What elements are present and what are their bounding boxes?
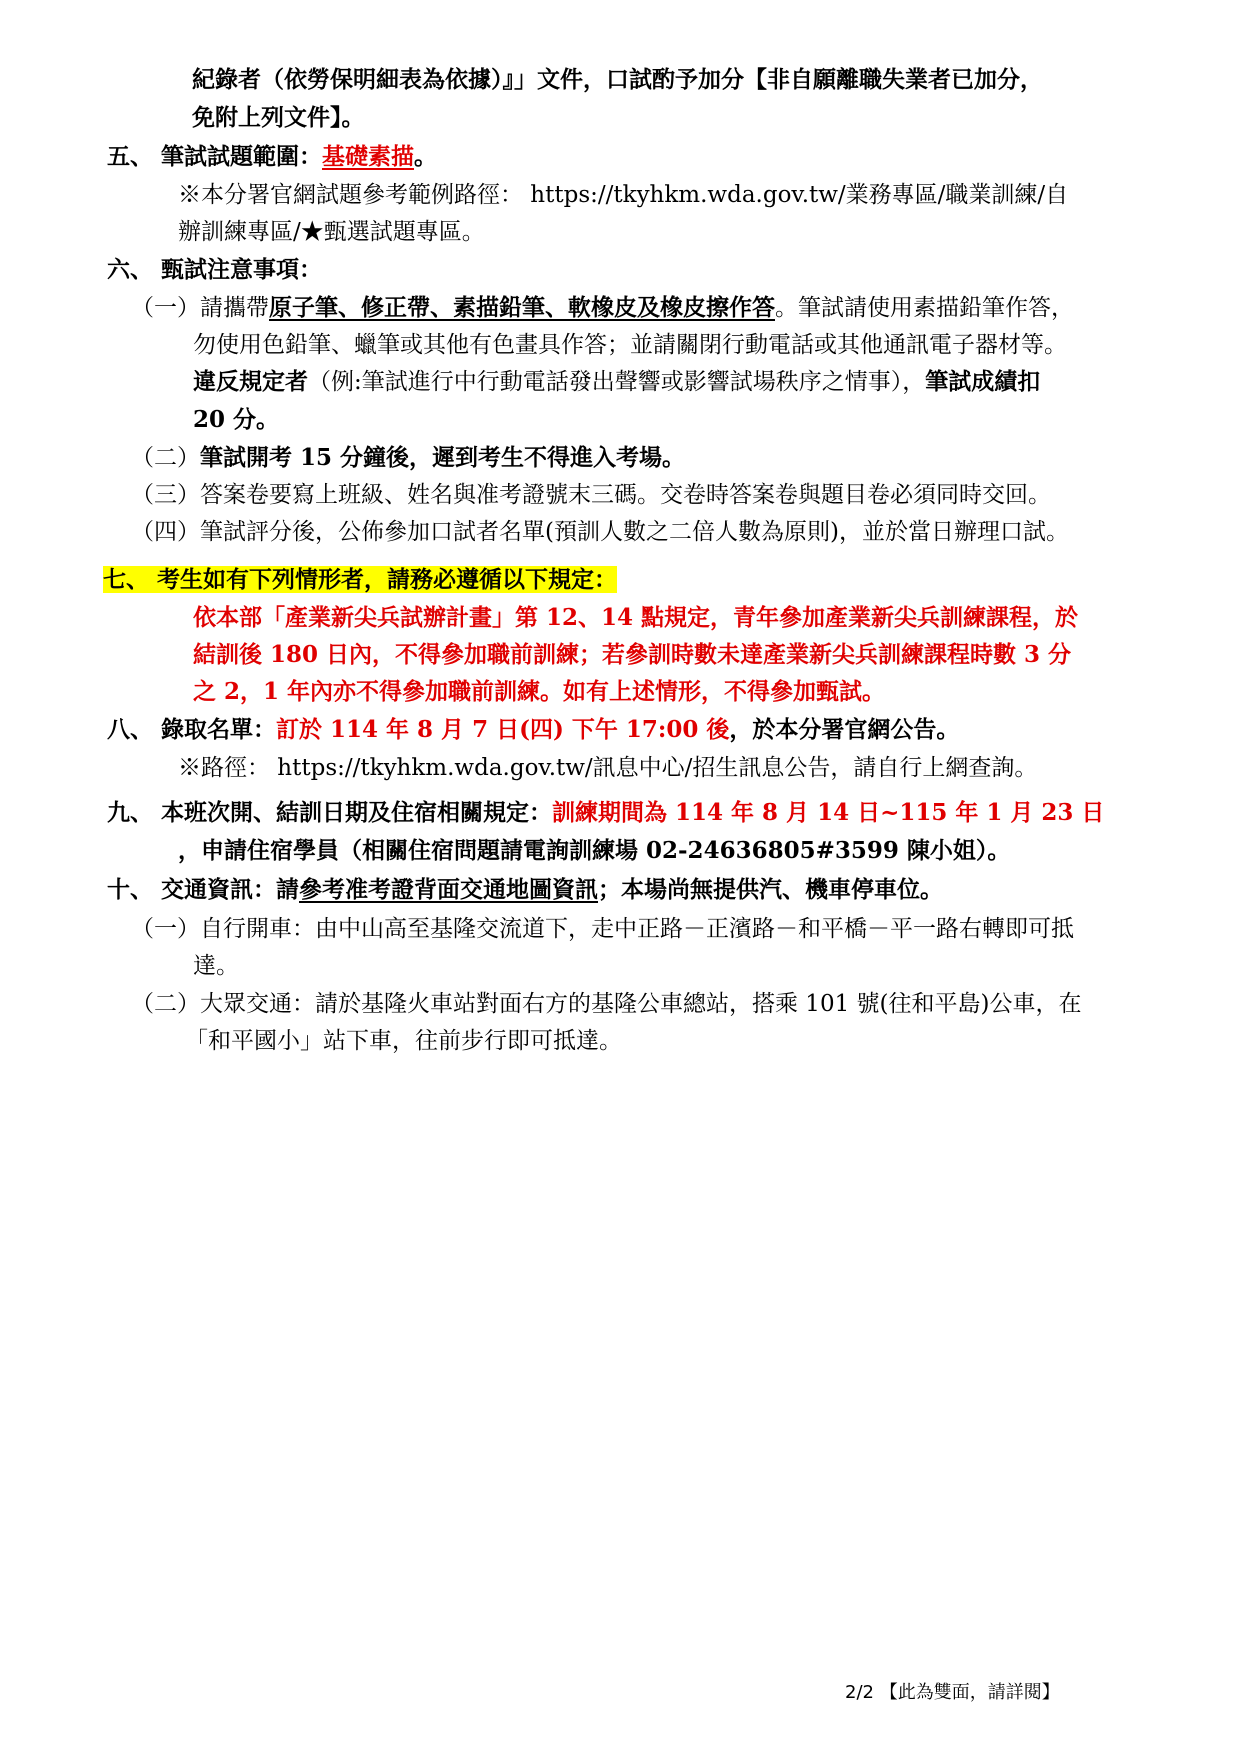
section-6-item-1 (131, 290, 1074, 326)
item-text: 自行開車：由中山高至基隆交流道下，走中正路－正濱路－和平橋－平一路右轉即可抵 (200, 916, 1074, 942)
item-text: 大眾交通：請於基隆火車站對面右方的基隆公車總站，搭乘 101 號(往和平島)公車，在 (200, 991, 1082, 1017)
section-5-note-line2: 辦訓練專區/★甄選試題專區。 (178, 219, 485, 245)
announcement-date: 訂於 114 年 8 月 7 日(四) 下午 17:00 後 (276, 716, 730, 743)
section-9-number: 九、 (107, 799, 153, 826)
section-10-item-2-line2: 「和平國小」站下車，往前步行即可抵達。 (185, 1028, 622, 1054)
section-10-item-1-line2: 達。 (193, 953, 239, 979)
section-5-title: 筆試試題範圍： (161, 143, 323, 170)
section-6-number: 六、 (107, 256, 153, 283)
section-6-heading (107, 252, 322, 288)
section-6-item-1-line3 (193, 364, 1040, 400)
item-label: （一） (131, 295, 200, 321)
section-7-line3: 之 2，1 年內亦不得參加職前訓練。如有上述情形，不得參加甄試。 (193, 678, 886, 705)
section-7-heading (103, 562, 617, 598)
item-text: 答案卷要寫上班級、姓名與准考證號末三碼。交卷時答案卷與題目卷必須同時交回。 (200, 482, 1051, 508)
item-text: 。筆試請使用素描鉛筆作答， (775, 295, 1074, 321)
section-6-title: 甄試注意事項： (161, 256, 323, 283)
section-10-heading (107, 872, 943, 908)
section-9-title: 本班次開、結訓日期及住宿相關規定： (161, 799, 553, 826)
section-10-number: 十、 (107, 876, 153, 903)
section-6-item-4 (131, 514, 1069, 550)
traffic-map-reference: 參考准考證背面交通地圖資訊 (299, 876, 599, 903)
section-5-note-line1: ※本分署官網試題參考範例路徑： https://tkyhkm.wda.gov.tw/業務專區/職業訓練/自 (178, 182, 1069, 208)
item-label: （一） (131, 916, 200, 942)
section-6-item-1-line4: 20 分。 (193, 406, 280, 433)
section-6-item-3 (131, 477, 1051, 513)
item-text: 請攜帶 (200, 295, 269, 321)
section-6-item-1-line2: 勿使用色鉛筆、蠟筆或其他有色畫具作答；並請關閉行動電話或其他通訊電子器材等。 (193, 332, 1067, 358)
section-7-line2: 結訓後 180 日內，不得參加職前訓練；若參訓時數未達產業新尖兵訓練課程時數 3 分 (193, 641, 1072, 668)
section-5-number: 五、 (107, 143, 153, 170)
section-7-number: 七、 (103, 566, 149, 593)
required-items: 原子筆、修正帶、素描鉛筆、軟橡皮及橡皮擦作答 (269, 294, 775, 321)
item-label: （二） (131, 445, 200, 471)
item-text: 筆試開考 15 分鐘後，遲到考生不得進入考場。 (200, 444, 686, 471)
penalty-text: 筆試成績扣 (925, 368, 1041, 395)
section-9-heading (107, 795, 1104, 831)
section-7-highlight (103, 566, 617, 593)
item-text: 筆試評分後，公佈參加口試者名單(預訓人數之二倍人數為原則)，並於當日辦理口試。 (200, 519, 1069, 545)
item-label: （二） (131, 991, 200, 1017)
section-10-title: 交通資訊：請 (161, 876, 300, 903)
s4-cont-line1: 紀錄者（依勞保明細表為依據）』」文件，口試酌予加分【非自願離職失業者已加分， (192, 66, 1043, 93)
section-8-note: ※路徑： https://tkyhkm.wda.gov.tw/訊息中心/招生訊息公告，請自行上網查詢。 (178, 755, 1038, 781)
training-period: 訓練期間為 114 年 8 月 14 日~115 年 1 月 23 日 (552, 799, 1105, 826)
section-9-line2: ，申請住宿學員（相關住宿問題請電詢訓練場 02-24636805#3599 陳小姐）。 (178, 837, 1011, 864)
section-5-end: 。 (414, 143, 438, 170)
section-5-value: 基礎素描 (322, 143, 415, 170)
section-8-end: ，於本分署官網公告。 (729, 716, 960, 743)
violation-label: 違反規定者 (193, 368, 308, 395)
section-7-title: 考生如有下列情形者，請務必遵循以下規定： (157, 566, 618, 593)
page-footer: 2/2 【此為雙面，請詳閱】 (845, 1682, 1060, 1703)
violation-example: （例:筆試進行中行動電話發出聲響或影響試場秩序之情事）， (308, 369, 926, 395)
item-label: （四） (131, 519, 200, 545)
s4-cont-line2: 免附上列文件】。 (192, 104, 365, 131)
section-7-line1: 依本部「產業新尖兵試辦計畫」第 12、14 點規定，青年參加產業新尖兵訓練課程，於 (193, 604, 1079, 631)
section-6-item-2 (131, 440, 685, 476)
item-label: （三） (131, 482, 200, 508)
section-10-end: ；本場尚無提供汽、機車停車位。 (598, 876, 944, 903)
section-10-item-2 (131, 986, 1081, 1022)
section-8-number: 八、 (107, 716, 153, 743)
section-8-heading (107, 712, 959, 748)
section-8-title: 錄取名單： (161, 716, 277, 743)
section-10-item-1 (131, 911, 1074, 947)
section-5-heading (107, 139, 437, 175)
